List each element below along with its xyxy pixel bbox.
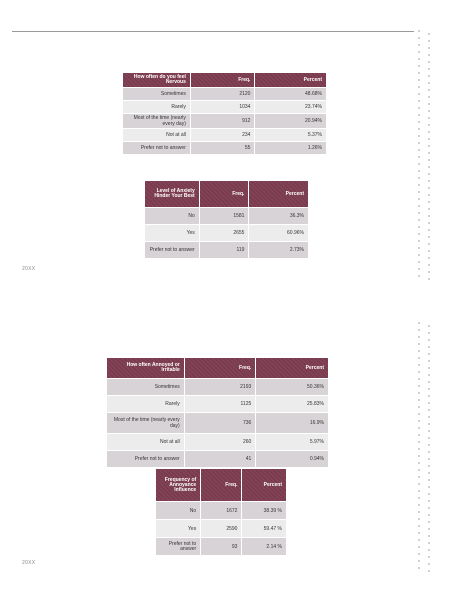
border-dot — [428, 33, 430, 35]
freq-cell: 234 — [191, 129, 255, 141]
table-row — [107, 451, 328, 467]
table-row — [123, 114, 326, 128]
row-label: Most of the time (nearly every day) — [107, 413, 184, 433]
row-label: No — [145, 208, 199, 224]
border-dot — [418, 357, 420, 359]
table-row — [107, 413, 328, 433]
column-header: Level of Anxiety Hinder Your Best — [145, 181, 199, 207]
border-dot — [418, 378, 420, 380]
header-rule — [12, 31, 414, 32]
percent-cell: 2.73% — [249, 242, 308, 258]
border-dot — [418, 350, 420, 352]
border-dot — [428, 521, 430, 523]
border-dot — [418, 413, 420, 415]
border-dot — [428, 479, 430, 481]
border-dot — [428, 556, 430, 558]
border-dot — [418, 539, 420, 541]
column-header: Frequency of Annoyance Influence — [156, 469, 200, 501]
border-dot — [428, 271, 430, 273]
border-dot — [418, 163, 420, 165]
border-dot — [418, 560, 420, 562]
border-dot — [418, 247, 420, 249]
percent-cell: 25.83% — [256, 396, 328, 412]
border-dot — [418, 392, 420, 394]
freq-cell: 2590 — [201, 520, 241, 537]
freq-cell: 2120 — [191, 88, 255, 100]
border-dot — [418, 142, 420, 144]
border-dot — [418, 525, 420, 527]
border-dot — [418, 406, 420, 408]
border-dot — [428, 222, 430, 224]
border-dot — [428, 416, 430, 418]
border-dot — [428, 47, 430, 49]
column-header: Percent — [256, 358, 328, 378]
border-dot — [428, 500, 430, 502]
border-dot — [418, 233, 420, 235]
table-row — [123, 129, 326, 141]
freq-cell: 55 — [191, 142, 255, 154]
border-dot — [428, 152, 430, 154]
column-header: Freq. — [185, 358, 256, 378]
border-dot — [418, 546, 420, 548]
border-dot — [428, 89, 430, 91]
border-dot — [418, 399, 420, 401]
border-dot — [418, 532, 420, 534]
freq-cell: 2193 — [185, 379, 256, 395]
border-dot — [428, 374, 430, 376]
percent-cell: 48.68% — [255, 88, 326, 100]
percent-cell: 59.47 % — [242, 520, 286, 537]
border-dot — [418, 322, 420, 324]
border-dot — [418, 511, 420, 513]
border-dot — [418, 177, 420, 179]
border-dot — [418, 275, 420, 277]
border-dot — [418, 226, 420, 228]
row-label: Prefer not to answer — [156, 538, 200, 555]
border-dot — [428, 194, 430, 196]
freq-cell: 1581 — [200, 208, 249, 224]
column-header: Percent — [255, 73, 326, 87]
border-dot — [428, 159, 430, 161]
border-dot — [428, 166, 430, 168]
border-dot — [418, 420, 420, 422]
border-dot — [428, 402, 430, 404]
border-dot — [418, 184, 420, 186]
freq-cell: 93 — [201, 538, 241, 555]
border-dot — [418, 170, 420, 172]
border-dot — [418, 79, 420, 81]
border-dot — [418, 191, 420, 193]
border-dot — [418, 44, 420, 46]
percent-cell: 5.97% — [256, 434, 328, 450]
table-row — [156, 520, 286, 537]
annoyed-frequency-table — [106, 357, 329, 468]
row-label: No — [156, 502, 200, 519]
percent-cell: 5.37% — [255, 129, 326, 141]
border-dot — [428, 346, 430, 348]
border-dot — [418, 483, 420, 485]
border-dot — [428, 229, 430, 231]
border-dot — [418, 371, 420, 373]
border-dot — [418, 149, 420, 151]
border-dot — [428, 395, 430, 397]
border-dot — [428, 117, 430, 119]
border-dot — [418, 107, 420, 109]
border-dot — [418, 504, 420, 506]
border-dot — [428, 465, 430, 467]
table-row — [107, 434, 328, 450]
border-dot — [428, 563, 430, 565]
border-dot — [428, 507, 430, 509]
border-dot — [418, 497, 420, 499]
percent-cell: 1.26% — [255, 142, 326, 154]
border-dot — [428, 201, 430, 203]
anxiety-hinder-table — [144, 180, 309, 259]
percent-cell: 2.14 % — [242, 538, 286, 555]
border-dot — [418, 51, 420, 53]
border-dot — [428, 82, 430, 84]
border-dot — [428, 437, 430, 439]
border-dot — [428, 243, 430, 245]
freq-cell: 1034 — [191, 101, 255, 113]
border-dot — [418, 93, 420, 95]
border-dot — [418, 462, 420, 464]
border-dot — [428, 250, 430, 252]
row-label: Yes — [145, 225, 199, 241]
border-dot — [428, 493, 430, 495]
border-dot — [428, 215, 430, 217]
dotted-border-top — [416, 30, 434, 282]
annoyance-influence-table — [155, 468, 287, 556]
percent-cell: 20.94% — [255, 114, 326, 128]
row-label: Prefer not to answer — [107, 451, 184, 467]
column-header: Freq. — [200, 181, 249, 207]
border-dot — [428, 96, 430, 98]
border-dot — [428, 570, 430, 572]
border-dot — [418, 518, 420, 520]
border-dot — [418, 254, 420, 256]
border-dot — [428, 332, 430, 334]
row-label: Not at all — [107, 434, 184, 450]
row-label: Rarely — [123, 101, 190, 113]
column-header: Freq. — [201, 469, 241, 501]
border-dot — [428, 278, 430, 280]
table-row — [123, 88, 326, 100]
border-dot — [428, 61, 430, 63]
border-dot — [428, 124, 430, 126]
border-dot — [418, 343, 420, 345]
table-row — [123, 142, 326, 154]
border-dot — [418, 58, 420, 60]
footer-label: 20XX — [22, 266, 36, 272]
border-dot — [418, 121, 420, 123]
percent-cell: 23.74% — [255, 101, 326, 113]
column-header: Percent — [249, 181, 308, 207]
border-dot — [418, 198, 420, 200]
border-dot — [418, 268, 420, 270]
table-row — [156, 538, 286, 555]
border-dot — [428, 423, 430, 425]
border-dot — [418, 156, 420, 158]
percent-cell: 16.9% — [256, 413, 328, 433]
border-dot — [428, 75, 430, 77]
freq-cell: 119 — [200, 242, 249, 258]
table-row — [123, 101, 326, 113]
border-dot — [428, 236, 430, 238]
border-dot — [418, 212, 420, 214]
border-dot — [428, 131, 430, 133]
border-dot — [428, 409, 430, 411]
border-dot — [428, 187, 430, 189]
border-dot — [418, 336, 420, 338]
border-dot — [428, 472, 430, 474]
border-dot — [428, 180, 430, 182]
percent-cell: 0.94% — [256, 451, 328, 467]
row-label: Sometimes — [107, 379, 184, 395]
border-dot — [418, 469, 420, 471]
border-dot — [428, 353, 430, 355]
row-label: Yes — [156, 520, 200, 537]
border-dot — [428, 264, 430, 266]
freq-cell: 260 — [185, 434, 256, 450]
freq-cell: 736 — [185, 413, 256, 433]
border-dot — [418, 553, 420, 555]
border-dot — [418, 37, 420, 39]
table-row — [145, 208, 308, 224]
border-dot — [428, 54, 430, 56]
table-row — [156, 502, 286, 519]
percent-cell: 36.3% — [249, 208, 308, 224]
border-dot — [418, 128, 420, 130]
border-dot — [428, 110, 430, 112]
border-dot — [428, 486, 430, 488]
border-dot — [428, 145, 430, 147]
border-dot — [418, 219, 420, 221]
column-header: How often do you feel Nervous — [123, 73, 190, 87]
freq-cell: 2655 — [200, 225, 249, 241]
table-row — [107, 396, 328, 412]
row-label: Sometimes — [123, 88, 190, 100]
border-dot — [418, 329, 420, 331]
border-dot — [428, 325, 430, 327]
border-dot — [418, 364, 420, 366]
border-dot — [418, 72, 420, 74]
footer-label: 20XX — [22, 560, 36, 566]
border-dot — [418, 205, 420, 207]
border-dot — [428, 360, 430, 362]
border-dot — [428, 430, 430, 432]
border-dot — [428, 458, 430, 460]
border-dot — [418, 434, 420, 436]
border-dot — [428, 68, 430, 70]
border-dot — [418, 86, 420, 88]
table-header-row — [156, 469, 286, 501]
border-dot — [418, 240, 420, 242]
dotted-border-bottom — [416, 322, 434, 574]
row-label: Prefer not to answer — [145, 242, 199, 258]
column-header: Freq. — [191, 73, 255, 87]
border-dot — [428, 444, 430, 446]
border-dot — [418, 135, 420, 137]
border-dot — [418, 261, 420, 263]
border-dot — [428, 208, 430, 210]
table-header-row — [123, 73, 326, 87]
percent-cell: 38.39 % — [242, 502, 286, 519]
row-label: Prefer not to answer — [123, 142, 190, 154]
border-dot — [428, 257, 430, 259]
border-dot — [418, 30, 420, 32]
border-dot — [418, 100, 420, 102]
border-dot — [428, 451, 430, 453]
row-label: Most of the time (nearly every day) — [123, 114, 190, 128]
border-dot — [418, 65, 420, 67]
column-header: Percent — [242, 469, 286, 501]
border-dot — [418, 427, 420, 429]
border-dot — [418, 490, 420, 492]
table-header-row — [107, 358, 328, 378]
border-dot — [428, 549, 430, 551]
row-label: Not at all — [123, 129, 190, 141]
border-dot — [428, 339, 430, 341]
border-dot — [428, 367, 430, 369]
border-dot — [418, 476, 420, 478]
border-dot — [418, 385, 420, 387]
border-dot — [428, 381, 430, 383]
border-dot — [428, 388, 430, 390]
percent-cell: 50.36% — [256, 379, 328, 395]
border-dot — [428, 138, 430, 140]
border-dot — [428, 535, 430, 537]
freq-cell: 41 — [185, 451, 256, 467]
row-label: Rarely — [107, 396, 184, 412]
freq-cell: 1672 — [201, 502, 241, 519]
table-row — [145, 242, 308, 258]
border-dot — [418, 114, 420, 116]
border-dot — [428, 173, 430, 175]
border-dot — [428, 528, 430, 530]
border-dot — [428, 542, 430, 544]
border-dot — [418, 441, 420, 443]
table-row — [107, 379, 328, 395]
percent-cell: 60.96% — [249, 225, 308, 241]
border-dot — [428, 103, 430, 105]
table-row — [145, 225, 308, 241]
border-dot — [418, 455, 420, 457]
border-dot — [418, 567, 420, 569]
border-dot — [428, 514, 430, 516]
freq-cell: 1125 — [185, 396, 256, 412]
border-dot — [428, 40, 430, 42]
table-header-row — [145, 181, 308, 207]
column-header: How often Annoyed or Irritable — [107, 358, 184, 378]
nervous-frequency-table — [122, 72, 327, 155]
border-dot — [418, 448, 420, 450]
freq-cell: 912 — [191, 114, 255, 128]
